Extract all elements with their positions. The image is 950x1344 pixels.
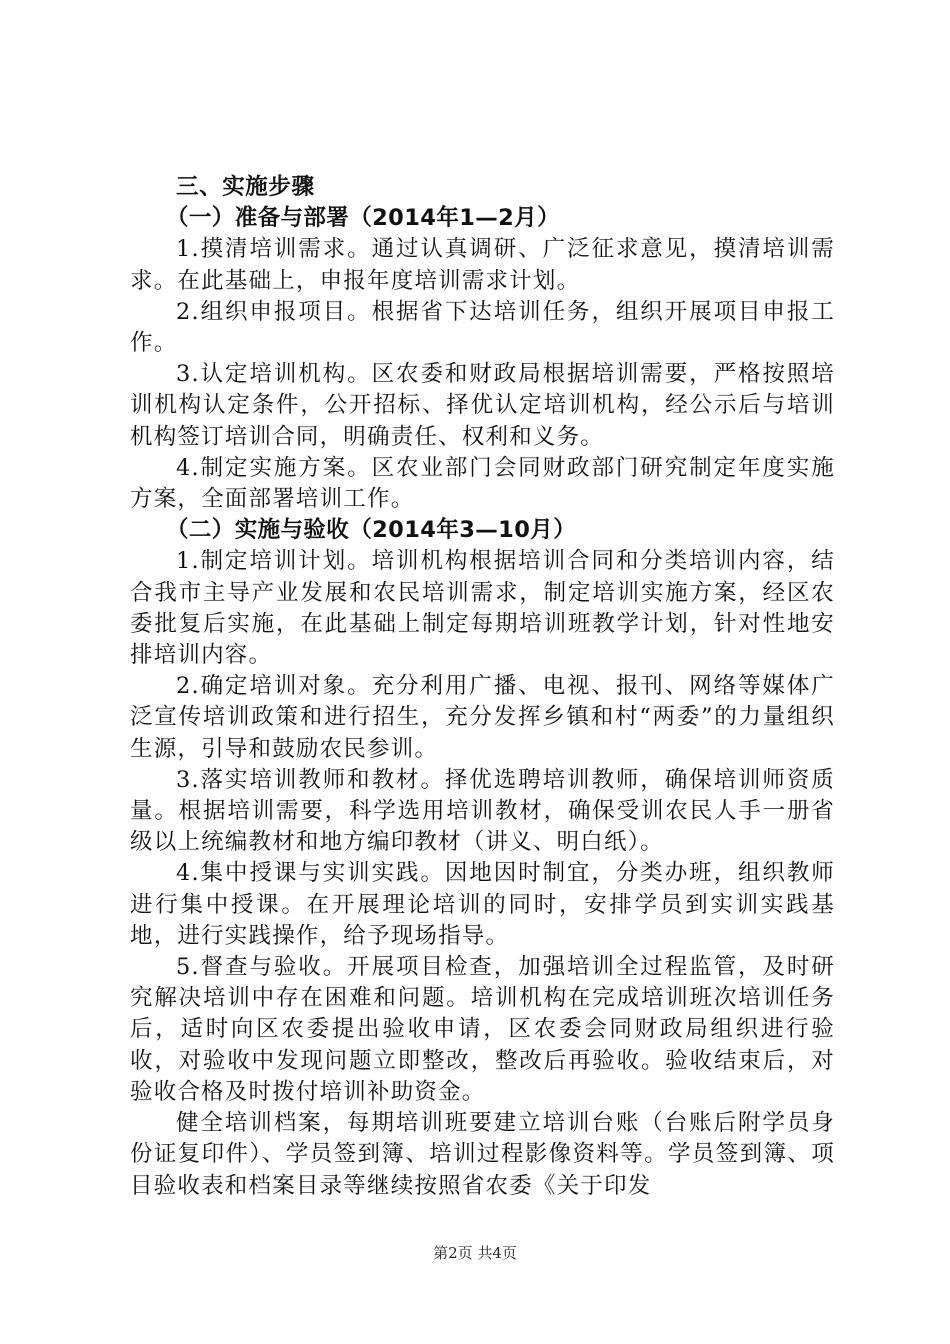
phase-2-item-5: 5.督查与验收。开展项目检查，加强培训全过程监管，及时研究解决培训中存在困难和问题。培训机构在完成培训班次培训任务后，适时向区农委提出验收申请，区农委会同财政局组织进行验收，对验收中发现问题立即整改，整改后再验收。验收结束后，对验收合格及时拨付培训补助资金。	[130, 954, 835, 1105]
section-title: 三、实施步骤	[176, 174, 315, 200]
phase-2-item-2: 2.确定培训对象。充分利用广播、电视、报刊、网络等媒体广泛宣传培训政策和进行招生，充分发挥乡镇和村“两委”的力量组织生源，引导和鼓励农民参训。	[130, 673, 835, 762]
page-footer: 第2页 共4页	[433, 1244, 517, 1262]
phase-2-item-4: 4.集中授课与实训实践。因地因时制宜，分类办班，组织教师进行集中授课。在开展理论培训的同时，安排学员到实训实践基地，进行实践操作，给予现场指导。	[130, 860, 835, 949]
phase-2-title: （二）实施与验收（2014年3—10月）	[166, 517, 577, 544]
phase-2-item-3: 3.落实培训教师和教材。择优选聘培训教师，确保培训师资质量。根据培训需要，科学选用培训教材，确保受训农民人手一册省级以上统编教材和地方编印教材（讲义、明白纸）。	[130, 766, 835, 856]
phase-1-item-4: 4.制定实施方案。区农业部门会同财政部门研究制定年度实施方案，全面部署培训工作。	[130, 454, 835, 513]
archive-paragraph: 健全培训档案，每期培训班要建立培训台账（台账后附学员身份证复印件）、学员签到簿、培训过程影像资料等。学员签到簿、项目验收表和档案目录等继续按照省农委《关于印发	[130, 1110, 835, 1199]
phase-1-item-1: 1.摸清培训需求。通过认真调研、广泛征求意见，摸清培训需求。在此基础上，申报年度培训需求计划。	[130, 236, 835, 294]
phase-1-item-2: 2.组织申报项目。根据省下达培训任务，组织开展项目申报工作。	[130, 298, 835, 357]
phase-1-item-3: 3.认定培训机构。区农委和财政局根据培训需要，严格按照培训机构认定条件，公开招标、择优认定培训机构，经公示后与培训机构签订培训合同，明确责任、权利和义务。	[130, 361, 835, 450]
phase-1-title: （一）准备与部署（2014年1—2月）	[166, 205, 561, 232]
document-body	[130, 172, 835, 1202]
phase-2-item-1: 1.制定培训计划。培训机构根据培训合同和分类培训内容，结合我市主导产业发展和农民培训需求，制定培训实施方案，经区农委批复后实施，在此基础上制定每期培训班教学计划，针对性地安排培训内容。	[130, 548, 835, 669]
